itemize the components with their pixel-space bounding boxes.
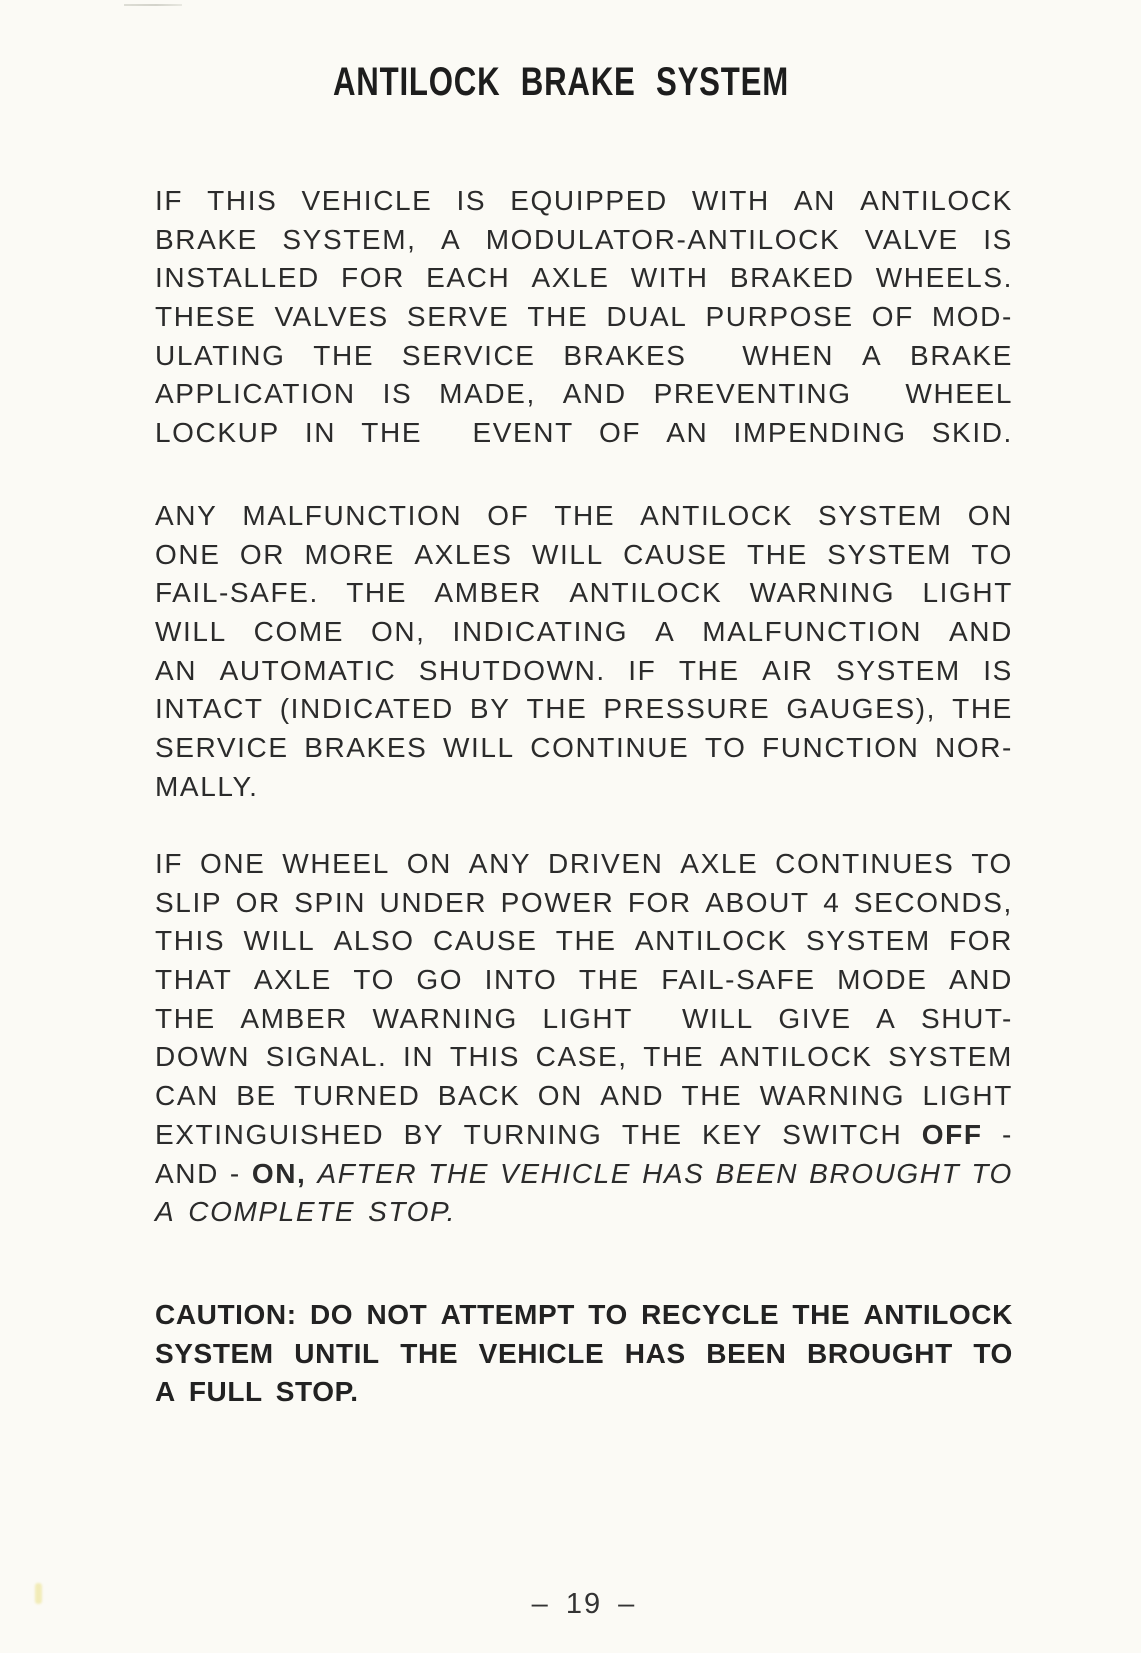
word: (INDICATED (279, 693, 454, 725)
word: ON, (251, 1157, 307, 1189)
word: TO (353, 964, 395, 996)
word: AND (155, 1157, 219, 1189)
word: IS (456, 185, 487, 216)
word: ALSO (333, 925, 415, 957)
word: STOP. (368, 1196, 457, 1228)
text-line (155, 1038, 1013, 1077)
word: AND (949, 616, 1013, 648)
word: THE (155, 1002, 216, 1034)
word: NOT (366, 1299, 428, 1330)
word: IMPENDING (733, 417, 907, 449)
word: TO (971, 848, 1013, 879)
text-line (155, 1193, 1013, 1232)
word: FULL (188, 1376, 263, 1408)
word: THE (313, 339, 375, 371)
word: BEEN (715, 1157, 799, 1189)
word: AXLES (414, 538, 513, 570)
word: CAN (155, 1080, 219, 1112)
body-text-column (155, 0, 1013, 1653)
page-number: – 19 – (531, 1588, 637, 1620)
word: EXTINGUISHED (155, 1118, 385, 1150)
word: THE (621, 1118, 683, 1150)
word: COME (253, 616, 345, 648)
word: OR (239, 538, 286, 570)
word: WITH (630, 262, 709, 294)
word: SERVE (406, 301, 510, 333)
word: IF (628, 654, 657, 686)
word: THIS (449, 1041, 521, 1073)
word: SYSTEM (155, 1337, 274, 1369)
word: THE (400, 1337, 459, 1369)
word: AND (948, 964, 1013, 996)
word: TO (971, 1157, 1013, 1189)
text-line (155, 375, 1013, 414)
para-antilock-description (155, 182, 1013, 453)
word: THE (555, 925, 617, 957)
word: SYSTEM (888, 1041, 1013, 1073)
word: OFF (921, 1118, 983, 1150)
word: AMBER (240, 1002, 348, 1034)
word: CONTINUE (530, 732, 690, 764)
word: DUAL (606, 301, 688, 333)
word: IF (155, 848, 184, 879)
word: ATTEMPT (440, 1299, 575, 1330)
word: A (876, 1002, 897, 1034)
word: ONE (199, 848, 266, 879)
word: DRIVEN (548, 848, 664, 879)
word: ANTILOCK (860, 185, 1013, 216)
word: WILL (243, 925, 316, 957)
word: VEHICLE (301, 185, 433, 216)
word: UNDER (379, 886, 488, 918)
word: A (441, 223, 462, 255)
word: OF (487, 500, 530, 531)
word: IS (983, 654, 1013, 686)
text-line (155, 768, 1013, 807)
word: AMBER (434, 577, 542, 609)
word: BROUGHT (809, 1157, 961, 1189)
word: PRESSURE (603, 693, 771, 725)
word: ABOUT (705, 886, 810, 918)
word: EACH (426, 262, 511, 294)
word: 4 (823, 886, 841, 918)
word: BY (403, 1118, 445, 1150)
word: LIGHT (922, 1080, 1013, 1112)
word: FAIL-SAFE (661, 964, 816, 996)
word: THESE (155, 301, 257, 333)
text-line (155, 961, 1013, 1000)
word: BE (236, 1080, 277, 1112)
word: WILL (682, 1002, 754, 1034)
text-line (155, 414, 1013, 453)
word: WHEEL (282, 848, 390, 879)
word: THE (681, 1080, 743, 1112)
word: THE (526, 693, 588, 725)
word: AXLE (253, 964, 332, 996)
word: BACK (437, 1080, 521, 1112)
word: SHUT- (920, 1002, 1013, 1034)
word: MALLY. (155, 770, 259, 802)
para-malfunction-failsafe (155, 497, 1013, 807)
word: SYSTEM (836, 654, 961, 686)
word: LOCKUP (155, 417, 280, 449)
word: THE (952, 693, 1013, 725)
word: HAS (624, 1337, 686, 1369)
word: THE (346, 577, 408, 609)
word: AIR (762, 654, 814, 686)
word: WARNING (759, 1080, 906, 1112)
word: VALVES (274, 301, 389, 333)
word: OR (235, 886, 281, 918)
word: A (155, 1196, 176, 1228)
word: ANTILOCK (640, 500, 793, 531)
word: IF (155, 185, 184, 216)
word: SERVICE (155, 732, 289, 764)
word: AUTOMATIC (219, 654, 397, 686)
text-line (155, 884, 1013, 923)
word: FUNCTION (762, 732, 920, 764)
word: THE (643, 1041, 705, 1073)
word: AN (793, 185, 836, 216)
word: SYSTEM (818, 500, 943, 531)
word: FOR (627, 886, 692, 918)
word: HAS (642, 1157, 705, 1189)
word: ULATING (155, 339, 286, 371)
word: SWITCH (782, 1118, 903, 1150)
text-line (155, 497, 1013, 536)
word: - (229, 1157, 241, 1189)
word: A (155, 1376, 176, 1408)
word: AXLE (680, 848, 759, 879)
text-line (155, 1373, 1013, 1412)
word: IS (382, 378, 413, 410)
word: CAUSE (623, 538, 728, 570)
text-line (155, 259, 1013, 298)
word: AND (600, 1080, 665, 1112)
word: THE (578, 964, 640, 996)
word: MODE (837, 964, 928, 996)
word: VEHICLE (478, 1337, 605, 1369)
word: UNTIL (294, 1337, 380, 1369)
word: BY (469, 693, 511, 725)
word: GIVE (778, 1002, 852, 1034)
word: OF (598, 417, 642, 449)
word: THE (527, 301, 589, 333)
word: IN (403, 1041, 435, 1073)
word: BRAKES (563, 339, 687, 371)
word: SYSTEM, (282, 223, 417, 255)
page-title: ANTILOCK BRAKE SYSTEM (333, 60, 789, 104)
word: INTO (484, 964, 558, 996)
word: VALVE (864, 223, 959, 255)
word: EQUIPPED (510, 185, 668, 216)
word: MADE, (439, 378, 536, 410)
word: ON (406, 848, 452, 879)
word: BROUGHT (807, 1337, 953, 1369)
word: ANTILOCK (634, 925, 788, 957)
word: - (1001, 1118, 1013, 1150)
word: NOR- (935, 732, 1013, 764)
text-line (155, 1335, 1013, 1374)
text-line (155, 1116, 1013, 1155)
text-line (155, 845, 1013, 884)
word: EVENT (472, 417, 574, 449)
word: PURPOSE (705, 301, 854, 333)
word: FOR (341, 262, 405, 294)
word: WITH (691, 185, 770, 216)
word: SECONDS, (853, 886, 1013, 918)
text-line (155, 536, 1013, 575)
word: POWER (500, 886, 615, 918)
word: GO (416, 964, 464, 996)
word: STOP. (275, 1376, 359, 1408)
word: COMPLETE (188, 1196, 356, 1228)
word: PREVENTING (653, 378, 852, 410)
word: APPLICATION (155, 378, 356, 410)
word: SERVICE (401, 339, 536, 371)
text-line (155, 337, 1013, 376)
word: SYSTEM (806, 925, 931, 957)
text-line (155, 729, 1013, 768)
word: CAUTION: (155, 1299, 297, 1330)
text-line (155, 221, 1013, 260)
word: AND (562, 378, 627, 410)
word: CONTINUES (775, 848, 955, 879)
word: ANY (155, 500, 218, 531)
text-line (155, 1077, 1013, 1116)
word: ON (967, 500, 1013, 531)
word: TO (588, 1299, 628, 1330)
word: CAUSE (433, 925, 538, 957)
word: BRAKE (910, 339, 1013, 371)
word: THE (428, 1157, 490, 1189)
word: MALFUNCTION (242, 500, 463, 531)
text-line (155, 1296, 1013, 1335)
text-line (155, 298, 1013, 337)
word: A (655, 616, 676, 648)
word: TO (973, 1337, 1013, 1369)
word: TURNING (463, 1118, 603, 1150)
word: IS (983, 223, 1013, 255)
scan-artifact-smudge (35, 1583, 42, 1604)
word: BEEN (706, 1337, 787, 1369)
text-line (155, 182, 1013, 221)
word: WARNING (372, 1002, 518, 1034)
word: OF (871, 301, 914, 333)
word: RECYCLE (641, 1299, 780, 1330)
word: THE (678, 654, 740, 686)
word: ANTILOCK (719, 1041, 873, 1073)
word: LIGHT (922, 577, 1013, 609)
word: ANTILOCK (569, 577, 723, 609)
word: TO (704, 732, 747, 764)
word: ON (537, 1080, 583, 1112)
word: SHUTDOWN. (418, 654, 606, 686)
word: WHEELS. (875, 262, 1013, 294)
word: THIS (155, 925, 226, 957)
word: BRAKES (304, 732, 428, 764)
word: VEHICLE (500, 1157, 632, 1189)
word: IN (304, 417, 337, 449)
word: THE (792, 1299, 851, 1330)
text-line (155, 1155, 1013, 1194)
word: INSTALLED (155, 262, 320, 294)
word: MOD- (931, 301, 1013, 333)
word: AFTER (317, 1157, 418, 1189)
word: SLIP (155, 886, 223, 918)
word: SPIN (294, 886, 367, 918)
word: INDICATING (452, 616, 629, 648)
word: LIGHT (542, 1002, 633, 1034)
word: ANY (468, 848, 532, 879)
word: WILL (155, 616, 227, 648)
word: SKID. (931, 417, 1013, 449)
word: INTACT (155, 693, 264, 725)
word: WARNING (749, 577, 896, 609)
word: ANTILOCK (863, 1299, 1013, 1330)
word: WILL (442, 732, 515, 764)
word: BRAKE (155, 223, 258, 255)
word: FOR (949, 925, 1013, 957)
word: MORE (304, 538, 395, 570)
text-line (155, 574, 1013, 613)
word: THE (554, 500, 616, 531)
word: WHEN (742, 339, 835, 371)
para-wheel-slip-recycle (155, 845, 1013, 1232)
word: ON, (370, 616, 426, 648)
word: MALFUNCTION (702, 616, 923, 648)
text-line (155, 690, 1013, 729)
text-line (155, 652, 1013, 691)
para-caution (155, 1296, 1013, 1412)
word: MODULATOR-ANTILOCK (485, 223, 841, 255)
word: AXLE (531, 262, 610, 294)
word: DOWN (155, 1041, 251, 1073)
word: CASE, (535, 1041, 628, 1073)
word: AN (155, 654, 198, 686)
word: FAIL-SAFE. (155, 577, 319, 609)
word: AN (666, 417, 709, 449)
word: BRAKED (729, 262, 855, 294)
word: GAUGES), (786, 693, 937, 725)
word: THIS (207, 185, 278, 216)
word: KEY (702, 1118, 763, 1150)
word: ONE (155, 538, 221, 570)
text-line (155, 613, 1013, 652)
word: SYSTEM (827, 538, 952, 570)
word: TURNED (294, 1080, 421, 1112)
word: TO (971, 538, 1013, 570)
word: THE (361, 417, 423, 449)
word: DO (309, 1299, 354, 1330)
text-line (155, 922, 1013, 961)
word: A (861, 339, 883, 371)
text-line (155, 1000, 1013, 1039)
word: WILL (532, 538, 604, 570)
word: THAT (155, 964, 233, 996)
word: SIGNAL. (265, 1041, 388, 1073)
word: THE (747, 538, 808, 570)
word: WHEEL (905, 378, 1013, 410)
